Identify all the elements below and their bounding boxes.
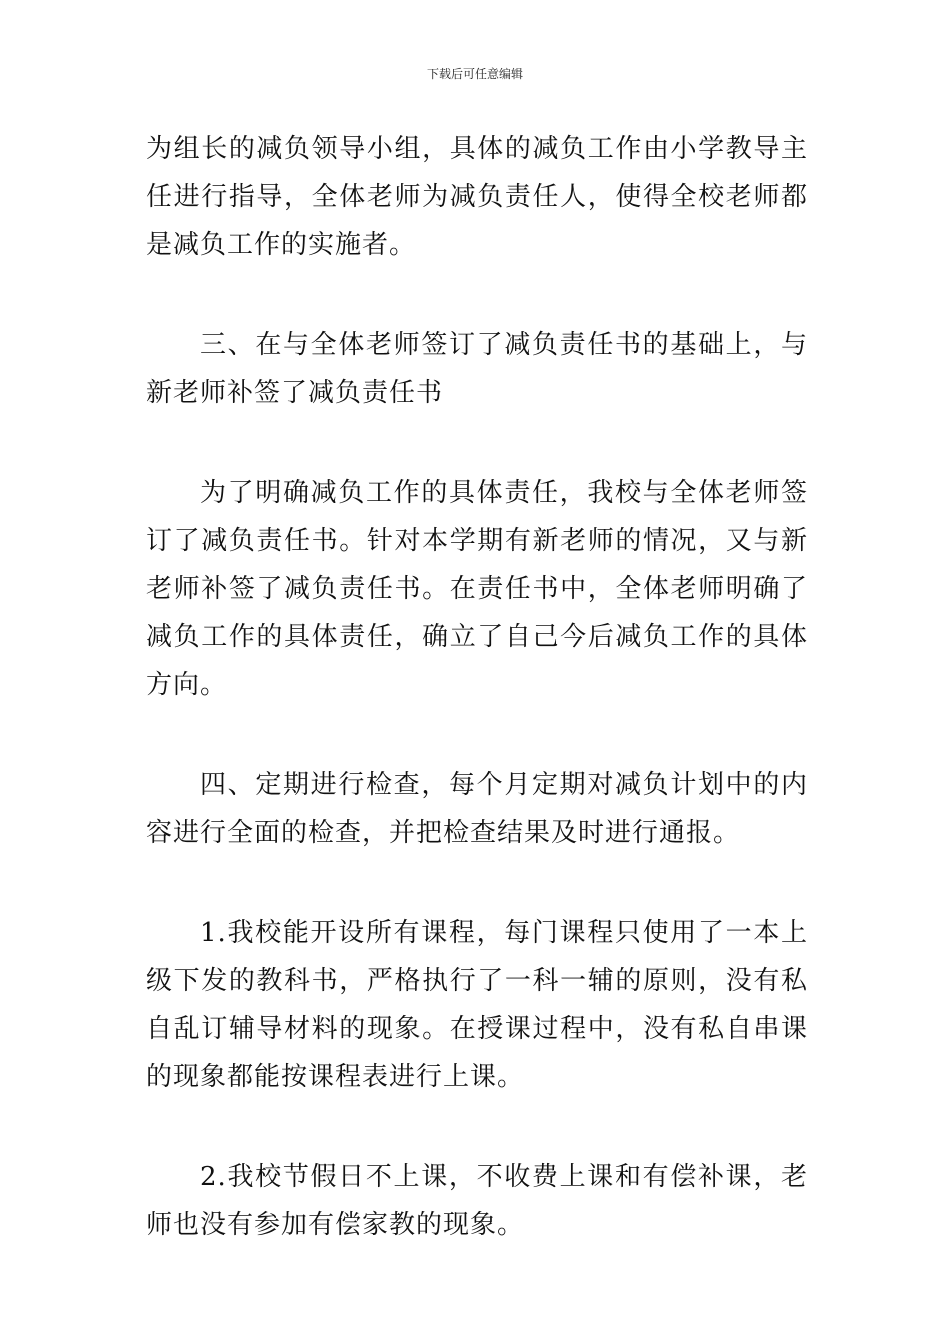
document-body xyxy=(146,125,808,1249)
paragraph-continuation: 为组长的减负领导小组，具体的减负工作由小学教导主任进行指导，全体老师为减负责任人，使得全校老师都是减负工作的实施者。 xyxy=(146,134,808,260)
paragraph-gap xyxy=(146,1101,808,1153)
list-item-1: 1.我校能开设所有课程，每门课程只使用了一本上级下发的教科书，严格执行了一科一辅的原则，没有私自乱订辅导材料的现象。在授课过程中，没有私自串课的现象都能按课程表进行上课。 xyxy=(146,918,808,1092)
paragraph-responsibility: 为了明确减负工作的具体责任，我校与全体老师签订了减负责任书。针对本学期有新老师的情况，又与新老师补签了减负责任书。在责任书中，全体老师明确了减负工作的具体责任，确立了自己今后减负工作的具体方向。 xyxy=(146,478,808,700)
section-heading-three: 三、在与全体老师签订了减负责任书的基础上，与新老师补签了减负责任书 xyxy=(146,330,808,408)
paragraph-gap xyxy=(146,417,808,469)
paragraph-gap xyxy=(146,269,808,321)
paragraph-gap xyxy=(146,709,808,761)
section-heading-four: 四、定期进行检查，每个月定期对减负计划中的内容进行全面的检查，并把检查结果及时进行通报。 xyxy=(146,770,808,848)
paragraph-gap xyxy=(146,857,808,909)
header-note: 下载后可任意编辑 xyxy=(426,67,523,81)
list-item-2: 2.我校节假日不上课，不收费上课和有偿补课，老师也没有参加有偿家教的现象。 xyxy=(146,1162,808,1240)
